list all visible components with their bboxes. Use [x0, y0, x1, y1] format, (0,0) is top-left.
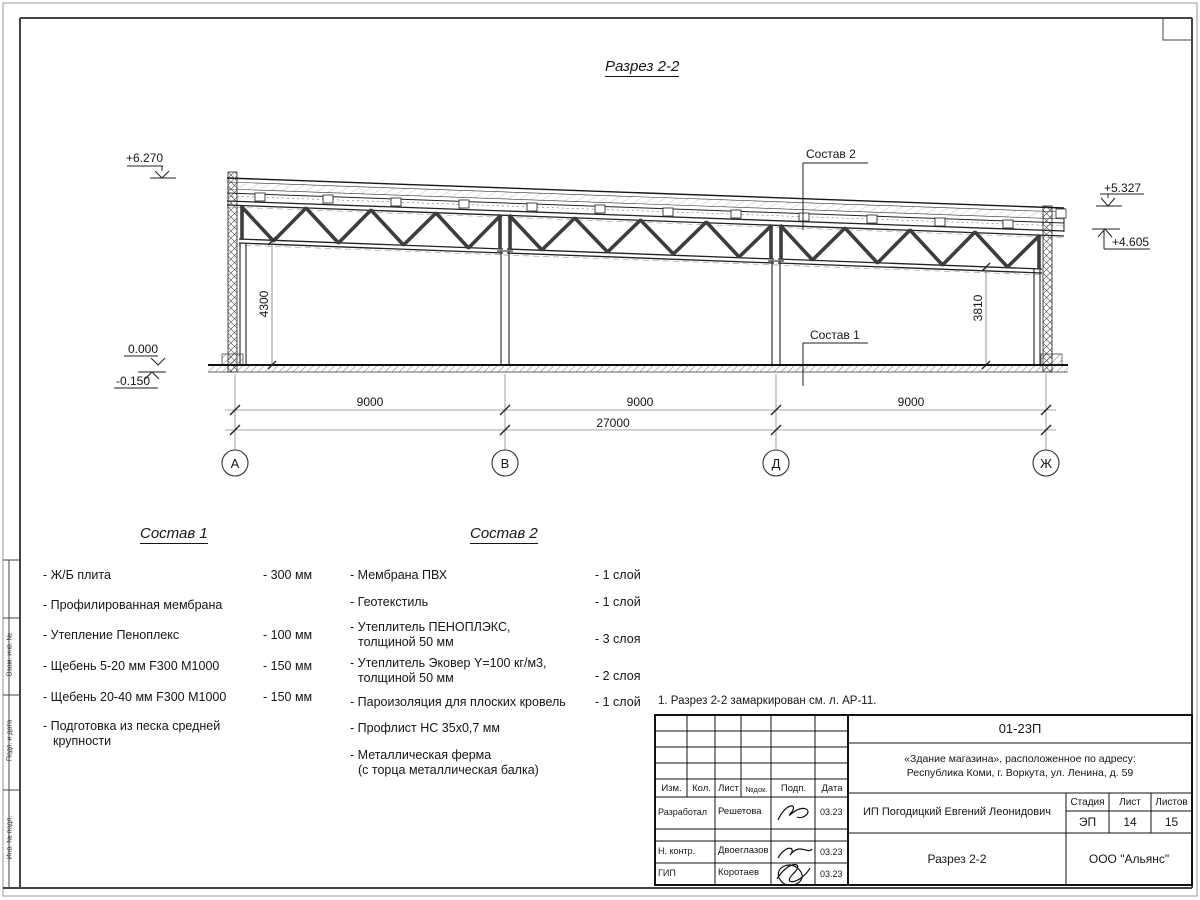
axis-bubble-zh: Ж	[1039, 456, 1052, 471]
list-item-value: - 3 слоя	[595, 632, 641, 646]
list-item: толщиной 50 мм	[358, 635, 454, 649]
callout-sostav2: Состав 2	[806, 147, 856, 161]
titleblock-col-podp: Подп.	[780, 783, 807, 794]
titleblock-sheet-label: Лист	[1119, 797, 1141, 808]
list-item: - Металлическая ферма	[350, 748, 492, 762]
list-item-value: - 1 слой	[595, 695, 641, 709]
titleblock-sheets-label: Листов	[1155, 797, 1188, 808]
list-item: - Утеплитель ПЕНОПЛЭКС,	[350, 620, 511, 634]
list-item: - Профлист НС 35х0,7 мм	[350, 721, 500, 735]
dim-label-bay1: 9000	[356, 395, 384, 409]
titleblock-role-gip: ГИП	[658, 868, 676, 878]
note-text: 1. Разрез 2-2 замаркирован см. л. АР-11.	[658, 695, 877, 707]
dim-label-bay3: 9000	[897, 395, 925, 409]
titleblock-doc-title: Разрез 2-2	[927, 852, 987, 866]
dim-label-height-right: 3810	[971, 294, 985, 322]
sostav1-heading: Состав 1	[140, 525, 208, 542]
titleblock-object-line1: «Здание магазина», расположенное по адресу:	[904, 753, 1136, 765]
titleblock-col-data: Дата	[821, 783, 843, 794]
callout-leaders	[803, 163, 868, 386]
list-item-value: - 1 слой	[595, 595, 641, 609]
floor-slab	[208, 365, 1068, 372]
titleblock-role-developer: Разработал	[658, 807, 707, 817]
elevation-mark-minus: -0.150	[116, 374, 151, 388]
list-item: - Ж/Б плита	[43, 568, 111, 582]
columns	[240, 243, 1040, 365]
dim-label-height-left: 4300	[257, 290, 271, 318]
list-item: - Утепление Пеноплекс	[43, 628, 180, 642]
list-item: толщиной 50 мм	[358, 671, 454, 685]
dim-label-total: 27000	[596, 416, 630, 430]
titleblock-stage-label: Стадия	[1070, 797, 1105, 808]
sostav2-heading: Состав 2	[470, 525, 538, 542]
titleblock-name-gip: Коротаев	[718, 867, 760, 878]
list-item-value: - 300 мм	[263, 568, 313, 582]
list-item-value: - 2 слоя	[595, 669, 641, 683]
list-item: - Щебень 20-40 мм F300 М1000	[43, 690, 227, 704]
callout-sostav1: Состав 1	[810, 328, 860, 342]
signatures	[777, 806, 812, 885]
list-item: - Утеплитель Эковер Y=100 кг/м3,	[350, 656, 547, 670]
titleblock-stage-value: ЭП	[1078, 815, 1097, 829]
elevation-mark-right-top: +5.327	[1104, 181, 1142, 195]
titleblock-sheet-value: 14	[1123, 815, 1137, 829]
titleblock-date-gip: 03.23	[820, 869, 843, 879]
titleblock-col-ndok: №док.	[745, 785, 768, 794]
axis-bubble-d: Д	[771, 456, 781, 471]
list-item: (с торца металлическая балка)	[358, 763, 539, 777]
margin-label-vzam: Взам. инв. №	[6, 632, 14, 677]
titleblock-client: ИП Погодицкий Евгений Леонидович	[863, 806, 1051, 818]
titleblock-col-kol: Кол.	[692, 783, 711, 794]
titleblock-name-ncontrol: Двоеглазов	[718, 845, 769, 856]
titleblock-object-line2: Республика Коми, г. Воркута, ул. Ленина, д. 59	[906, 767, 1134, 779]
titleblock-code: 01-23П	[998, 721, 1042, 736]
list-item-value: - 1 слой	[595, 568, 641, 582]
list-item: - Щебень 5-20 мм F300 М1000	[43, 659, 220, 673]
elevation-mark-left-top: +6.270	[126, 151, 164, 165]
titleblock-date-ncontrol: 03.23	[820, 847, 843, 857]
axis-bubble-b: В	[500, 456, 510, 471]
titleblock-date-developer: 03.23	[820, 807, 843, 817]
list-item: крупности	[53, 734, 112, 748]
list-item: - Геотекстиль	[350, 595, 429, 609]
titleblock-col-izm: Изм.	[661, 783, 682, 794]
titleblock-role-ncontrol: Н. контр.	[658, 846, 696, 856]
elevation-mark-zero: 0.000	[128, 342, 159, 356]
titleblock-company: ООО "Альянс"	[1088, 852, 1170, 866]
list-item: - Профилированная мембрана	[43, 598, 223, 612]
titleblock-sheets-value: 15	[1164, 815, 1179, 829]
sheet-title: Разрез 2-2	[605, 58, 680, 75]
dim-label-bay2: 9000	[626, 395, 654, 409]
margin-label-podp: Подп. и дата	[6, 719, 14, 762]
list-item: - Подготовка из песка средней	[43, 719, 221, 733]
titleblock-name-developer: Решетова	[718, 806, 762, 817]
axis-bubble-a: А	[230, 456, 240, 471]
titleblock-col-list: Лист	[718, 783, 739, 794]
list-item: - Мембрана ПВХ	[350, 568, 448, 582]
margin-label-inv: Инв. № подл.	[6, 815, 14, 860]
elevation-mark-right-low: +4.605	[1112, 235, 1150, 249]
list-item-value: - 100 мм	[263, 628, 313, 642]
list-item: - Пароизоляция для плоских кровель	[350, 695, 566, 709]
list-item-value: - 150 мм	[263, 659, 313, 673]
list-item-value: - 150 мм	[263, 690, 313, 704]
